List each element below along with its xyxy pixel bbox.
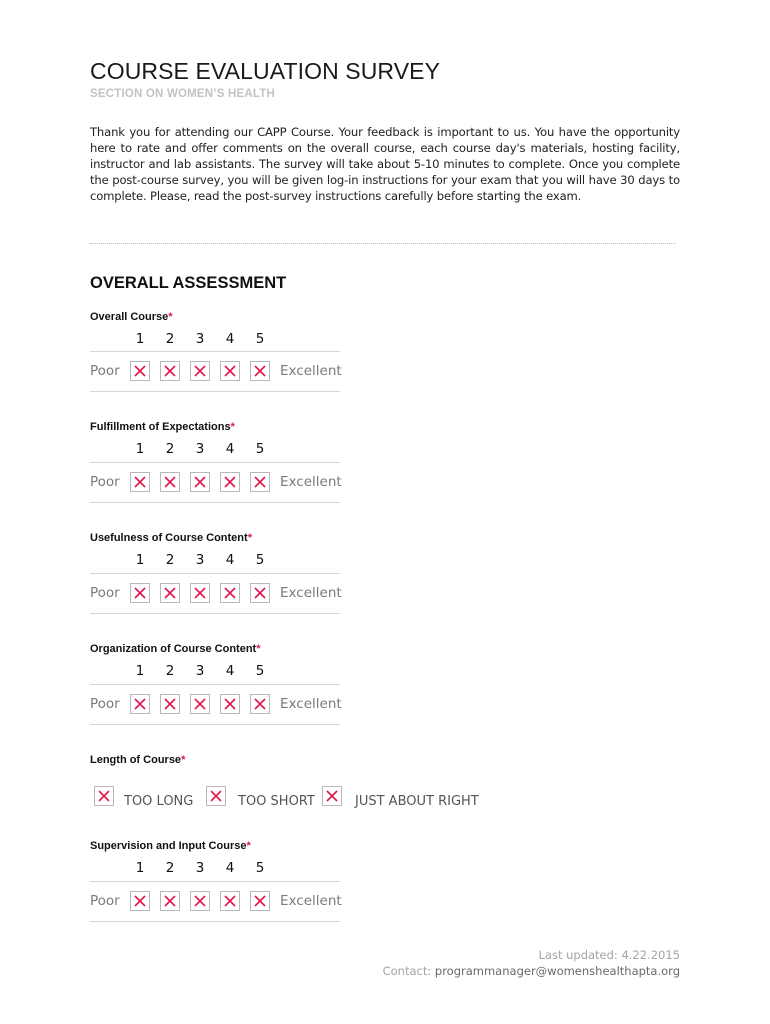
close-x-icon (224, 365, 236, 377)
scale-top-rule (90, 881, 340, 882)
contact-email-link[interactable]: programmanager@womenshealthapta.org (434, 964, 680, 978)
close-x-icon (254, 895, 266, 907)
scale-high-label: Excellent (280, 585, 342, 601)
question-overall-course (90, 311, 173, 323)
scale-number: 3 (195, 860, 205, 876)
close-x-icon (326, 790, 338, 802)
scale-high-label: Excellent (280, 893, 342, 909)
length-option-too-long-checkbox[interactable] (94, 786, 114, 806)
required-marker: * (181, 754, 186, 766)
page-subtitle: SECTION ON WOMEN’S HEALTH (90, 88, 275, 100)
question-length (90, 754, 185, 766)
close-x-icon (134, 365, 146, 377)
rating-usefulness-option-2[interactable] (160, 583, 180, 603)
question-usefulness (90, 532, 252, 544)
scale-number: 5 (255, 441, 265, 457)
rating-organization-option-3[interactable] (190, 694, 210, 714)
scale-high-label: Excellent (280, 363, 342, 379)
rating-supervision-option-4[interactable] (220, 891, 240, 911)
rating-usefulness-option-4[interactable] (220, 583, 240, 603)
required-marker: * (246, 840, 251, 852)
page-title: COURSE EVALUATION SURVEY (90, 58, 441, 84)
scale-bottom-rule (90, 391, 340, 392)
scale-number: 5 (255, 552, 265, 568)
scale-low-label: Poor (90, 893, 120, 909)
scale-number: 4 (225, 441, 235, 457)
scale-bottom-rule (90, 921, 340, 922)
scale-number: 2 (165, 331, 175, 347)
contact-line (383, 964, 680, 978)
question-fulfillment (90, 421, 235, 433)
close-x-icon (254, 365, 266, 377)
required-marker: * (256, 643, 261, 655)
close-x-icon (224, 895, 236, 907)
close-x-icon (224, 476, 236, 488)
close-x-icon (164, 476, 176, 488)
close-x-icon (194, 587, 206, 599)
scale-bottom-rule (90, 724, 340, 725)
scale-low-label: Poor (90, 474, 120, 490)
length-option-too-long-label: TOO LONG (124, 794, 194, 809)
rating-fulfillment-option-5[interactable] (250, 472, 270, 492)
close-x-icon (254, 698, 266, 710)
rating-organization-option-1[interactable] (130, 694, 150, 714)
close-x-icon (134, 476, 146, 488)
scale-low-label: Poor (90, 585, 120, 601)
scale-bottom-rule (90, 613, 340, 614)
scale-high-label: Excellent (280, 696, 342, 712)
close-x-icon (194, 476, 206, 488)
close-x-icon (134, 895, 146, 907)
close-x-icon (164, 895, 176, 907)
close-x-icon (164, 365, 176, 377)
scale-number: 2 (165, 552, 175, 568)
rating-usefulness-option-3[interactable] (190, 583, 210, 603)
close-x-icon (134, 587, 146, 599)
required-marker: * (168, 311, 173, 323)
rating-overall-course-option-3[interactable] (190, 361, 210, 381)
close-x-icon (98, 790, 110, 802)
scale-number: 1 (135, 441, 145, 457)
required-marker: * (247, 532, 252, 544)
scale-bottom-rule (90, 502, 340, 503)
rating-supervision-option-2[interactable] (160, 891, 180, 911)
scale-number: 3 (195, 331, 205, 347)
scale-high-label: Excellent (280, 474, 342, 490)
question-label: Length of Course (90, 754, 182, 766)
question-label: Usefulness of Course Content (90, 532, 248, 544)
question-label: Fulfillment of Expectations (90, 421, 231, 433)
scale-low-label: Poor (90, 363, 120, 379)
scale-number: 1 (135, 331, 145, 347)
close-x-icon (194, 895, 206, 907)
scale-number: 2 (165, 860, 175, 876)
intro-paragraph: Thank you for attending our CAPP Course. Your feedback is important to us. You have the opportunity here to rate and offer comments on the overall course, each course day's materials, hosting facility, instructor and lab assistants. The survey will take about 5-10 minutes to complete. Once you complete the post-course survey, you will be given log-in instructions for your exam that you will have 30 days to complete. Please, read the post-survey instructions carefully before starting the exam. (90, 125, 680, 203)
close-x-icon (210, 790, 222, 802)
rating-usefulness-option-5[interactable] (250, 583, 270, 603)
close-x-icon (254, 587, 266, 599)
scale-top-rule (90, 684, 340, 685)
section-heading: OVERALL ASSESSMENT (90, 274, 287, 292)
rating-usefulness-option-1[interactable] (130, 583, 150, 603)
question-label: Overall Course (90, 311, 169, 323)
rating-overall-course-option-2[interactable] (160, 361, 180, 381)
rating-overall-course-option-5[interactable] (250, 361, 270, 381)
rating-supervision-option-5[interactable] (250, 891, 270, 911)
scale-number: 5 (255, 860, 265, 876)
scale-number: 5 (255, 663, 265, 679)
question-supervision (90, 840, 251, 852)
length-option-too-short-checkbox[interactable] (206, 786, 226, 806)
section-divider (90, 243, 676, 244)
rating-overall-course-option-1[interactable] (130, 361, 150, 381)
question-label: Supervision and Input Course (90, 840, 247, 852)
close-x-icon (164, 587, 176, 599)
close-x-icon (254, 476, 266, 488)
scale-top-rule (90, 573, 340, 574)
scale-number: 4 (225, 663, 235, 679)
scale-low-label: Poor (90, 696, 120, 712)
scale-number: 1 (135, 552, 145, 568)
rating-supervision-option-1[interactable] (130, 891, 150, 911)
required-marker: * (230, 421, 235, 433)
rating-organization-option-2[interactable] (160, 694, 180, 714)
rating-fulfillment-option-1[interactable] (130, 472, 150, 492)
rating-fulfillment-option-3[interactable] (190, 472, 210, 492)
close-x-icon (224, 698, 236, 710)
contact-prefix: Contact: (382, 964, 435, 978)
last-updated: Last updated: 4.22.2015 (538, 948, 680, 962)
length-option-just-right-label: JUST ABOUT RIGHT (355, 794, 479, 809)
scale-number: 5 (255, 331, 265, 347)
close-x-icon (194, 365, 206, 377)
close-x-icon (164, 698, 176, 710)
question-label: Organization of Course Content (90, 643, 257, 655)
scale-number: 1 (135, 860, 145, 876)
question-organization (90, 643, 261, 655)
rating-organization-option-4[interactable] (220, 694, 240, 714)
rating-fulfillment-option-4[interactable] (220, 472, 240, 492)
scale-top-rule (90, 351, 340, 352)
close-x-icon (194, 698, 206, 710)
rating-overall-course-option-4[interactable] (220, 361, 240, 381)
scale-number: 2 (165, 441, 175, 457)
rating-fulfillment-option-2[interactable] (160, 472, 180, 492)
scale-number: 4 (225, 331, 235, 347)
scale-number: 3 (195, 441, 205, 457)
rating-organization-option-5[interactable] (250, 694, 270, 714)
scale-number: 1 (135, 663, 145, 679)
scale-number: 3 (195, 552, 205, 568)
scale-number: 3 (195, 663, 205, 679)
length-option-too-short-label: TOO SHORT (238, 794, 315, 809)
scale-top-rule (90, 462, 340, 463)
close-x-icon (224, 587, 236, 599)
rating-supervision-option-3[interactable] (190, 891, 210, 911)
scale-number: 4 (225, 552, 235, 568)
scale-number: 2 (165, 663, 175, 679)
length-option-just-right-checkbox[interactable] (322, 786, 342, 806)
scale-number: 4 (225, 860, 235, 876)
close-x-icon (134, 698, 146, 710)
